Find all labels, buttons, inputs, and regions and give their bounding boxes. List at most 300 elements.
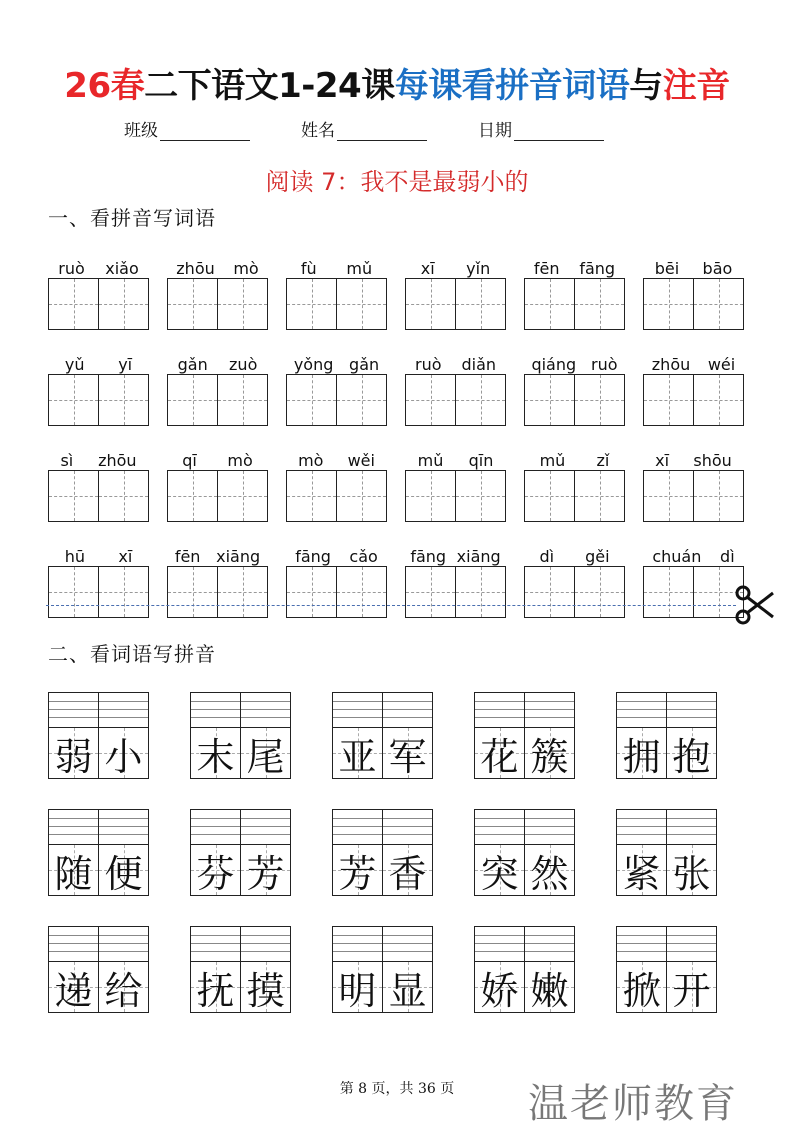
pinyin-writing-lines[interactable]	[475, 810, 524, 844]
pinyin-label	[286, 348, 387, 374]
pinyin-writing-lines[interactable]	[617, 810, 666, 844]
writing-boxes	[286, 566, 387, 618]
hanzi-character: 然	[530, 851, 569, 896]
pinyin-word-item	[167, 540, 268, 618]
hanzi-cell	[49, 962, 98, 1012]
hanzi-character: 抚	[196, 968, 235, 1013]
hanzi-character: 递	[54, 968, 93, 1013]
tianzige-box[interactable]	[455, 375, 505, 425]
tianzige-box[interactable]	[168, 471, 217, 521]
pinyin-label	[405, 444, 506, 470]
hanzi-cell	[666, 728, 716, 778]
pinyin-answer-box	[48, 809, 149, 844]
pinyin-label	[643, 540, 744, 566]
date-label: 日期	[478, 121, 512, 141]
tianzige-box[interactable]	[287, 471, 336, 521]
writing-boxes	[286, 470, 387, 522]
pinyin-writing-lines[interactable]	[191, 927, 240, 961]
tianzige-box[interactable]	[693, 471, 743, 521]
writing-boxes	[524, 374, 625, 426]
hanzi-cell	[382, 962, 432, 1012]
tianzige-box[interactable]	[574, 567, 624, 617]
pinyin-word-item	[405, 348, 506, 426]
pinyin-syllable: yǒng	[293, 355, 334, 374]
tianzige-box[interactable]	[217, 567, 267, 617]
pinyin-syllable: mò	[227, 451, 253, 470]
watermark: 温老师教育	[528, 1081, 738, 1127]
pinyin-word-item	[48, 444, 149, 522]
word-item	[332, 926, 433, 1013]
tianzige-box[interactable]	[644, 471, 693, 521]
hanzi-cell	[666, 845, 716, 895]
pinyin-syllable: xī	[655, 451, 670, 470]
pinyin-word-item	[167, 252, 268, 330]
writing-boxes	[643, 566, 744, 618]
character-box	[190, 727, 291, 779]
writing-boxes	[405, 470, 506, 522]
tianzige-box[interactable]	[693, 279, 743, 329]
date-field[interactable]	[478, 116, 604, 141]
pinyin-label	[643, 252, 744, 278]
pinyin-syllable: mǔ	[417, 451, 444, 470]
writing-boxes	[48, 566, 149, 618]
pinyin-syllable: chuán	[652, 547, 702, 566]
pinyin-label	[286, 444, 387, 470]
pinyin-word-item	[643, 540, 744, 618]
writing-boxes	[405, 566, 506, 618]
class-field[interactable]	[124, 116, 250, 141]
pinyin-syllable: zhōu	[98, 451, 137, 470]
hanzi-cell	[333, 962, 382, 1012]
pinyin-writing-lines[interactable]	[333, 693, 382, 727]
tianzige-box[interactable]	[217, 375, 267, 425]
pinyin-row	[48, 444, 748, 522]
pinyin-label	[48, 540, 149, 566]
class-blank[interactable]	[160, 122, 250, 141]
tianzige-box[interactable]	[98, 567, 148, 617]
hanzi-cell	[49, 845, 98, 895]
pinyin-syllable: mò	[233, 259, 259, 278]
tianzige-box[interactable]	[525, 471, 574, 521]
hanzi-cell	[333, 728, 382, 778]
pinyin-writing-lines[interactable]	[382, 927, 432, 961]
pinyin-syllable: zhōu	[176, 259, 215, 278]
character-box	[48, 727, 149, 779]
tianzige-box[interactable]	[287, 567, 336, 617]
word-item	[48, 809, 149, 896]
pinyin-answer-box	[616, 809, 717, 844]
pinyin-answer-box	[332, 809, 433, 844]
tianzige-box[interactable]	[574, 471, 624, 521]
tianzige-box[interactable]	[455, 279, 505, 329]
hanzi-character: 显	[388, 968, 427, 1013]
pinyin-writing-lines[interactable]	[98, 927, 148, 961]
pinyin-syllable: dì	[720, 547, 735, 566]
pinyin-label	[286, 540, 387, 566]
pinyin-word-item	[405, 540, 506, 618]
hanzi-cell	[524, 962, 574, 1012]
pinyin-syllable: xī	[420, 259, 435, 278]
pinyin-label	[167, 348, 268, 374]
hanzi-cell	[475, 845, 524, 895]
hanzi-cell	[191, 728, 240, 778]
tianzige-box[interactable]	[693, 375, 743, 425]
tianzige-box[interactable]	[336, 471, 386, 521]
hanzi-character: 张	[672, 851, 711, 896]
hanzi-cell	[240, 728, 290, 778]
character-box	[48, 961, 149, 1013]
pinyin-answer-box	[190, 692, 291, 727]
pinyin-syllable: yī	[118, 355, 133, 374]
pinyin-syllable: bāo	[702, 259, 733, 278]
pinyin-writing-lines[interactable]	[382, 693, 432, 727]
pinyin-label	[405, 540, 506, 566]
hanzi-character: 军	[388, 734, 427, 779]
tianzige-box[interactable]	[406, 279, 455, 329]
pinyin-writing-lines[interactable]	[333, 927, 382, 961]
word-row	[48, 692, 748, 779]
pinyin-writing-lines[interactable]	[49, 810, 98, 844]
pinyin-syllable: bēi	[654, 259, 680, 278]
pinyin-syllable: dì	[539, 547, 555, 566]
tianzige-box[interactable]	[49, 279, 98, 329]
writing-boxes	[405, 374, 506, 426]
title-part-5: 注音	[662, 66, 730, 106]
hanzi-cell	[98, 962, 148, 1012]
word-item	[474, 926, 575, 1013]
tianzige-box[interactable]	[98, 471, 148, 521]
words-to-pinyin-grid	[48, 692, 748, 1043]
pinyin-syllable: sì	[60, 451, 74, 470]
tianzige-box[interactable]	[455, 471, 505, 521]
hanzi-character: 紧	[622, 851, 661, 896]
hanzi-character: 抱	[672, 734, 711, 779]
pinyin-writing-lines[interactable]	[240, 693, 290, 727]
tianzige-box[interactable]	[49, 375, 98, 425]
writing-boxes	[167, 566, 268, 618]
pinyin-answer-box	[190, 809, 291, 844]
pinyin-writing-lines[interactable]	[475, 927, 524, 961]
tianzige-box[interactable]	[49, 471, 98, 521]
pinyin-writing-lines[interactable]	[666, 693, 716, 727]
pinyin-writing-lines[interactable]	[475, 693, 524, 727]
tianzige-box[interactable]	[406, 567, 455, 617]
pinyin-syllable: mò	[298, 451, 324, 470]
hanzi-character: 娇	[480, 968, 519, 1013]
writing-boxes	[643, 278, 744, 330]
writing-boxes	[286, 278, 387, 330]
pinyin-answer-box	[474, 926, 575, 961]
pinyin-answer-box	[616, 926, 717, 961]
tianzige-box[interactable]	[406, 471, 455, 521]
word-item	[332, 809, 433, 896]
pinyin-syllable: xiāng	[456, 547, 501, 566]
pinyin-word-item	[286, 444, 387, 522]
pinyin-word-item	[48, 348, 149, 426]
hanzi-character: 摸	[246, 968, 285, 1013]
hanzi-cell	[333, 845, 382, 895]
pinyin-writing-lines[interactable]	[382, 810, 432, 844]
hanzi-cell	[475, 728, 524, 778]
pinyin-syllable: wéi	[707, 355, 736, 374]
hanzi-cell	[524, 728, 574, 778]
pinyin-word-item	[524, 540, 625, 618]
character-box	[48, 844, 149, 896]
word-item	[616, 692, 717, 779]
word-item	[190, 809, 291, 896]
pinyin-writing-lines[interactable]	[617, 693, 666, 727]
pinyin-syllable: qiáng	[531, 355, 577, 374]
pinyin-syllable: zǐ	[596, 451, 610, 470]
pinyin-answer-box	[190, 926, 291, 961]
pinyin-writing-lines[interactable]	[666, 927, 716, 961]
pinyin-writing-lines[interactable]	[240, 810, 290, 844]
page-footer: 第 8 页，共 36 页	[339, 1081, 455, 1097]
hanzi-character: 弱	[54, 734, 93, 779]
pinyin-syllable: fāng	[410, 547, 447, 566]
writing-boxes	[167, 470, 268, 522]
page-title	[0, 58, 794, 107]
writing-boxes	[643, 470, 744, 522]
word-item	[616, 926, 717, 1013]
pinyin-syllable: fāng	[579, 259, 616, 278]
pinyin-syllable: xiǎo	[105, 259, 139, 278]
hanzi-cell	[617, 962, 666, 1012]
scissors-icon	[733, 583, 777, 627]
pinyin-row	[48, 348, 748, 426]
cut-divider	[46, 605, 736, 606]
date-blank[interactable]	[514, 122, 604, 141]
pinyin-answer-box	[332, 692, 433, 727]
writing-boxes	[48, 470, 149, 522]
character-box	[190, 961, 291, 1013]
tianzige-box[interactable]	[98, 279, 148, 329]
pinyin-writing-lines[interactable]	[333, 810, 382, 844]
pinyin-syllable: gěi	[585, 547, 610, 566]
word-item	[474, 692, 575, 779]
lesson-title: 阅读 7：我不是最弱小的	[265, 168, 529, 196]
pinyin-syllable: hū	[64, 547, 85, 566]
pinyin-writing-lines[interactable]	[524, 927, 574, 961]
pinyin-word-item	[286, 348, 387, 426]
tianzige-box[interactable]	[644, 279, 693, 329]
word-item	[616, 809, 717, 896]
pinyin-word-item	[48, 252, 149, 330]
pinyin-writing-lines[interactable]	[49, 693, 98, 727]
pinyin-label	[524, 252, 625, 278]
tianzige-box[interactable]	[406, 375, 455, 425]
pinyin-label	[524, 540, 625, 566]
title-part-2: 二下语文1-24课	[144, 66, 395, 106]
pinyin-label	[643, 348, 744, 374]
tianzige-box[interactable]	[336, 375, 386, 425]
writing-boxes	[643, 374, 744, 426]
pinyin-writing-lines[interactable]	[49, 927, 98, 961]
pinyin-writing-lines[interactable]	[191, 810, 240, 844]
pinyin-writing-lines[interactable]	[98, 693, 148, 727]
hanzi-character: 花	[480, 734, 519, 779]
tianzige-box[interactable]	[336, 279, 386, 329]
pinyin-answer-box	[474, 692, 575, 727]
pinyin-word-item	[643, 252, 744, 330]
word-row	[48, 809, 748, 896]
hanzi-character: 掀	[622, 968, 661, 1013]
pinyin-word-item	[524, 444, 625, 522]
pinyin-label	[167, 252, 268, 278]
pinyin-word-item	[405, 444, 506, 522]
hanzi-character: 尾	[246, 734, 285, 779]
hanzi-cell	[191, 845, 240, 895]
pinyin-word-item	[405, 252, 506, 330]
word-item	[332, 692, 433, 779]
writing-boxes	[167, 374, 268, 426]
hanzi-character: 便	[104, 851, 143, 896]
pinyin-word-item	[524, 348, 625, 426]
tianzige-box[interactable]	[644, 375, 693, 425]
pinyin-writing-lines[interactable]	[666, 810, 716, 844]
pinyin-writing-lines[interactable]	[98, 810, 148, 844]
pinyin-syllable: ruò	[414, 355, 442, 374]
pinyin-word-item	[286, 252, 387, 330]
writing-boxes	[167, 278, 268, 330]
name-label: 姓名	[301, 121, 335, 141]
pinyin-syllable: zuò	[229, 355, 258, 374]
tianzige-box[interactable]	[525, 567, 574, 617]
hanzi-character: 小	[104, 734, 143, 779]
hanzi-character: 芳	[338, 851, 377, 896]
hanzi-character: 明	[338, 968, 377, 1013]
hanzi-character: 随	[54, 851, 93, 896]
word-item	[474, 809, 575, 896]
pinyin-label	[167, 444, 268, 470]
name-blank[interactable]	[337, 122, 427, 141]
pinyin-answer-box	[332, 926, 433, 961]
pinyin-syllable: yǐn	[466, 259, 491, 278]
tianzige-box[interactable]	[287, 279, 336, 329]
pinyin-answer-box	[48, 926, 149, 961]
pinyin-syllable: qī	[182, 451, 197, 470]
hanzi-character: 拥	[622, 734, 661, 779]
pinyin-syllable: diǎn	[461, 355, 497, 374]
hanzi-cell	[240, 845, 290, 895]
writing-boxes	[524, 278, 625, 330]
character-box	[616, 961, 717, 1013]
word-item	[190, 926, 291, 1013]
pinyin-label	[48, 444, 149, 470]
pinyin-syllable: fāng	[295, 547, 331, 566]
hanzi-cell	[98, 728, 148, 778]
pinyin-syllable: fù	[300, 259, 317, 278]
pinyin-word-item	[643, 444, 744, 522]
character-box	[616, 727, 717, 779]
tianzige-box[interactable]	[98, 375, 148, 425]
pinyin-writing-lines[interactable]	[240, 927, 290, 961]
pinyin-label	[405, 252, 506, 278]
hanzi-character: 亚	[338, 734, 377, 779]
pinyin-writing-lines[interactable]	[524, 693, 574, 727]
tianzige-box[interactable]	[455, 567, 505, 617]
character-box	[616, 844, 717, 896]
character-box	[332, 844, 433, 896]
tianzige-box[interactable]	[168, 567, 217, 617]
writing-boxes	[405, 278, 506, 330]
hanzi-character: 开	[672, 968, 711, 1013]
pinyin-syllable: xī	[118, 547, 133, 566]
pinyin-syllable: cǎo	[349, 547, 378, 566]
class-label: 班级	[124, 121, 158, 141]
hanzi-cell	[98, 845, 148, 895]
tianzige-box[interactable]	[217, 279, 267, 329]
hanzi-cell	[49, 728, 98, 778]
hanzi-cell	[382, 728, 432, 778]
tianzige-box[interactable]	[644, 567, 693, 617]
hanzi-cell	[191, 962, 240, 1012]
pinyin-answer-box	[48, 692, 149, 727]
pinyin-label	[524, 348, 625, 374]
pinyin-word-item	[524, 252, 625, 330]
pinyin-syllable: fēn	[174, 547, 201, 566]
writing-boxes	[286, 374, 387, 426]
tianzige-box[interactable]	[574, 375, 624, 425]
pinyin-row	[48, 252, 748, 330]
hanzi-character: 香	[388, 851, 427, 896]
hanzi-cell	[475, 962, 524, 1012]
tianzige-box[interactable]	[525, 375, 574, 425]
pinyin-row	[48, 540, 748, 618]
pinyin-syllable: mǔ	[346, 259, 373, 278]
tianzige-box[interactable]	[217, 471, 267, 521]
hanzi-character: 末	[196, 734, 235, 779]
pinyin-writing-lines[interactable]	[524, 810, 574, 844]
section-1-title: 一、看拼音写词语	[48, 206, 216, 230]
tianzige-box[interactable]	[168, 279, 217, 329]
tianzige-box[interactable]	[574, 279, 624, 329]
pinyin-writing-lines[interactable]	[617, 927, 666, 961]
pinyin-answer-box	[474, 809, 575, 844]
title-part-4: 与	[629, 66, 663, 106]
tianzige-box[interactable]	[336, 567, 386, 617]
pinyin-syllable: xiāng	[216, 547, 261, 566]
name-field[interactable]	[301, 116, 427, 141]
tianzige-box[interactable]	[168, 375, 217, 425]
character-box	[190, 844, 291, 896]
pinyin-syllable: yǔ	[64, 355, 85, 374]
pinyin-syllable: shōu	[693, 451, 732, 470]
pinyin-word-item	[286, 540, 387, 618]
pinyin-word-item	[643, 348, 744, 426]
pinyin-word-item	[48, 540, 149, 618]
hanzi-cell	[382, 845, 432, 895]
character-box	[474, 727, 575, 779]
pinyin-word-item	[167, 348, 268, 426]
pinyin-label	[524, 444, 625, 470]
tianzige-box[interactable]	[49, 567, 98, 617]
title-part-1: 26春	[64, 66, 145, 106]
hanzi-character: 芳	[246, 851, 285, 896]
pinyin-syllable: ruò	[591, 355, 618, 374]
pinyin-label	[286, 252, 387, 278]
writing-boxes	[524, 566, 625, 618]
pinyin-syllable: wěi	[347, 451, 375, 470]
tianzige-box[interactable]	[525, 279, 574, 329]
writing-boxes	[48, 278, 149, 330]
character-box	[474, 961, 575, 1013]
pinyin-writing-lines[interactable]	[191, 693, 240, 727]
pinyin-word-item	[167, 444, 268, 522]
tianzige-box[interactable]	[287, 375, 336, 425]
word-item	[190, 692, 291, 779]
hanzi-cell	[617, 728, 666, 778]
